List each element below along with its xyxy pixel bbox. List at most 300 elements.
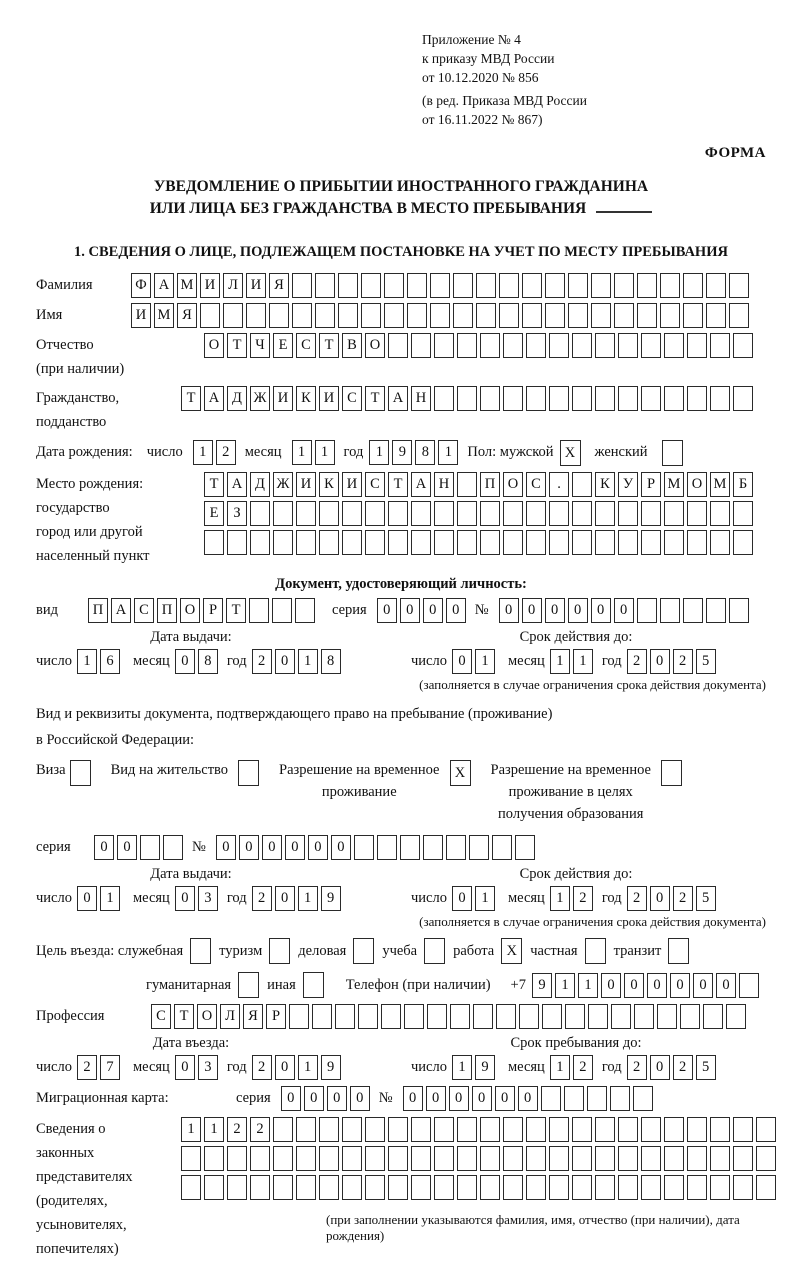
char-cell[interactable]: Ф <box>131 273 151 298</box>
char-cell[interactable]: П <box>480 472 500 497</box>
char-cell[interactable]: 9 <box>532 973 552 998</box>
char-cell[interactable]: 0 <box>239 835 259 860</box>
char-cell[interactable] <box>541 1086 561 1111</box>
char-cell[interactable] <box>542 1004 562 1029</box>
char-cell[interactable]: Т <box>181 386 201 411</box>
char-cell[interactable]: 1 <box>438 440 458 465</box>
char-cell[interactable]: 8 <box>415 440 435 465</box>
char-cell[interactable]: И <box>131 303 151 328</box>
char-cell[interactable]: 1 <box>193 440 213 465</box>
char-cell[interactable] <box>549 1146 569 1171</box>
char-cell[interactable]: Б <box>733 472 753 497</box>
char-cell[interactable] <box>315 273 335 298</box>
purpose-humanitarian-checkbox[interactable] <box>238 972 259 998</box>
purpose-study-checkbox[interactable] <box>424 938 445 964</box>
char-cell[interactable] <box>726 1004 746 1029</box>
char-cell[interactable] <box>223 303 243 328</box>
char-cell[interactable] <box>641 333 661 358</box>
char-cell[interactable] <box>434 501 454 526</box>
char-cell[interactable] <box>664 501 684 526</box>
char-cell[interactable] <box>342 501 362 526</box>
char-cell[interactable] <box>637 303 657 328</box>
char-cell[interactable] <box>200 303 220 328</box>
char-cell[interactable]: 0 <box>403 1086 423 1111</box>
sex-female-checkbox[interactable] <box>662 440 683 466</box>
char-cell[interactable] <box>250 530 270 555</box>
char-cell[interactable] <box>250 1146 270 1171</box>
char-cell[interactable] <box>595 530 615 555</box>
char-cell[interactable]: Т <box>174 1004 194 1029</box>
char-cell[interactable]: И <box>296 472 316 497</box>
char-cell[interactable]: 0 <box>499 598 519 623</box>
char-cell[interactable] <box>140 835 160 860</box>
char-cell[interactable] <box>522 303 542 328</box>
char-cell[interactable] <box>296 1175 316 1200</box>
char-cell[interactable] <box>618 1146 638 1171</box>
char-cell[interactable] <box>273 501 293 526</box>
char-cell[interactable] <box>312 1004 332 1029</box>
char-cell[interactable] <box>633 1086 653 1111</box>
char-cell[interactable]: 1 <box>298 1055 318 1080</box>
char-cell[interactable] <box>430 273 450 298</box>
char-cell[interactable] <box>457 1175 477 1200</box>
char-cell[interactable]: 0 <box>518 1086 538 1111</box>
char-cell[interactable] <box>710 501 730 526</box>
char-cell[interactable] <box>572 530 592 555</box>
char-cell[interactable] <box>664 333 684 358</box>
char-cell[interactable] <box>272 598 292 623</box>
char-cell[interactable] <box>388 501 408 526</box>
char-cell[interactable] <box>434 333 454 358</box>
char-cell[interactable]: 0 <box>650 1055 670 1080</box>
char-cell[interactable] <box>388 1117 408 1142</box>
char-cell[interactable] <box>457 472 477 497</box>
char-cell[interactable]: 0 <box>350 1086 370 1111</box>
char-cell[interactable] <box>319 1146 339 1171</box>
char-cell[interactable] <box>204 530 224 555</box>
char-cell[interactable]: 0 <box>693 973 713 998</box>
char-cell[interactable] <box>342 1175 362 1200</box>
char-cell[interactable]: 0 <box>327 1086 347 1111</box>
char-cell[interactable] <box>388 1146 408 1171</box>
char-cell[interactable] <box>729 303 749 328</box>
char-cell[interactable]: 2 <box>77 1055 97 1080</box>
char-cell[interactable] <box>641 501 661 526</box>
char-cell[interactable] <box>572 472 592 497</box>
char-cell[interactable] <box>480 501 500 526</box>
char-cell[interactable] <box>703 1004 723 1029</box>
char-cell[interactable]: 1 <box>550 1055 570 1080</box>
char-cell[interactable]: А <box>204 386 224 411</box>
char-cell[interactable] <box>181 1146 201 1171</box>
char-cell[interactable] <box>637 273 657 298</box>
char-cell[interactable] <box>496 1004 516 1029</box>
char-cell[interactable]: 2 <box>252 886 272 911</box>
char-cell[interactable] <box>687 501 707 526</box>
char-cell[interactable]: 0 <box>175 886 195 911</box>
char-cell[interactable] <box>706 303 726 328</box>
char-cell[interactable] <box>687 530 707 555</box>
char-cell[interactable]: 1 <box>573 649 593 674</box>
residence-permit-checkbox[interactable] <box>238 760 259 786</box>
char-cell[interactable] <box>411 530 431 555</box>
char-cell[interactable] <box>457 530 477 555</box>
char-cell[interactable]: 0 <box>614 598 634 623</box>
char-cell[interactable] <box>526 386 546 411</box>
char-cell[interactable] <box>377 835 397 860</box>
char-cell[interactable]: С <box>151 1004 171 1029</box>
char-cell[interactable]: Т <box>365 386 385 411</box>
char-cell[interactable] <box>595 1146 615 1171</box>
char-cell[interactable] <box>756 1175 776 1200</box>
char-cell[interactable] <box>664 530 684 555</box>
char-cell[interactable] <box>614 303 634 328</box>
char-cell[interactable] <box>588 1004 608 1029</box>
char-cell[interactable] <box>457 386 477 411</box>
char-cell[interactable] <box>634 1004 654 1029</box>
char-cell[interactable] <box>457 1117 477 1142</box>
char-cell[interactable] <box>549 530 569 555</box>
char-cell[interactable]: Ч <box>250 333 270 358</box>
char-cell[interactable] <box>687 1117 707 1142</box>
char-cell[interactable]: 0 <box>304 1086 324 1111</box>
char-cell[interactable] <box>407 273 427 298</box>
char-cell[interactable]: И <box>246 273 266 298</box>
char-cell[interactable]: 3 <box>198 1055 218 1080</box>
char-cell[interactable]: Е <box>273 333 293 358</box>
char-cell[interactable]: 2 <box>573 886 593 911</box>
char-cell[interactable] <box>618 333 638 358</box>
char-cell[interactable] <box>549 501 569 526</box>
char-cell[interactable] <box>476 273 496 298</box>
char-cell[interactable]: О <box>204 333 224 358</box>
char-cell[interactable] <box>618 530 638 555</box>
char-cell[interactable]: 0 <box>452 649 472 674</box>
char-cell[interactable] <box>273 1117 293 1142</box>
char-cell[interactable] <box>181 1175 201 1200</box>
char-cell[interactable] <box>319 1175 339 1200</box>
char-cell[interactable] <box>733 333 753 358</box>
char-cell[interactable]: 2 <box>673 1055 693 1080</box>
char-cell[interactable] <box>664 1146 684 1171</box>
char-cell[interactable] <box>250 501 270 526</box>
char-cell[interactable]: 0 <box>117 835 137 860</box>
char-cell[interactable]: 1 <box>550 886 570 911</box>
char-cell[interactable] <box>568 273 588 298</box>
char-cell[interactable]: О <box>180 598 200 623</box>
char-cell[interactable] <box>411 333 431 358</box>
char-cell[interactable] <box>434 1146 454 1171</box>
char-cell[interactable] <box>733 1146 753 1171</box>
char-cell[interactable] <box>572 1117 592 1142</box>
char-cell[interactable] <box>381 1004 401 1029</box>
char-cell[interactable]: Л <box>220 1004 240 1029</box>
char-cell[interactable] <box>457 501 477 526</box>
char-cell[interactable] <box>710 386 730 411</box>
char-cell[interactable]: 8 <box>321 649 341 674</box>
char-cell[interactable]: 0 <box>285 835 305 860</box>
char-cell[interactable] <box>733 530 753 555</box>
char-cell[interactable] <box>545 273 565 298</box>
char-cell[interactable]: 3 <box>198 886 218 911</box>
char-cell[interactable]: 0 <box>568 598 588 623</box>
char-cell[interactable]: 2 <box>252 1055 272 1080</box>
char-cell[interactable] <box>342 530 362 555</box>
char-cell[interactable] <box>664 386 684 411</box>
char-cell[interactable] <box>453 273 473 298</box>
char-cell[interactable]: Я <box>269 273 289 298</box>
char-cell[interactable] <box>660 598 680 623</box>
char-cell[interactable] <box>503 1175 523 1200</box>
char-cell[interactable] <box>618 1175 638 1200</box>
char-cell[interactable]: 9 <box>321 886 341 911</box>
char-cell[interactable] <box>319 530 339 555</box>
char-cell[interactable] <box>365 1146 385 1171</box>
char-cell[interactable] <box>503 1117 523 1142</box>
char-cell[interactable] <box>358 1004 378 1029</box>
char-cell[interactable] <box>568 303 588 328</box>
char-cell[interactable]: 0 <box>670 973 690 998</box>
char-cell[interactable] <box>296 1146 316 1171</box>
char-cell[interactable] <box>273 1146 293 1171</box>
char-cell[interactable] <box>388 1175 408 1200</box>
char-cell[interactable] <box>526 333 546 358</box>
char-cell[interactable]: 0 <box>175 1055 195 1080</box>
char-cell[interactable]: М <box>154 303 174 328</box>
char-cell[interactable]: 0 <box>545 598 565 623</box>
char-cell[interactable] <box>407 303 427 328</box>
char-cell[interactable]: 1 <box>550 649 570 674</box>
char-cell[interactable] <box>733 1175 753 1200</box>
char-cell[interactable] <box>756 1117 776 1142</box>
visa-checkbox[interactable] <box>70 760 91 786</box>
char-cell[interactable] <box>637 598 657 623</box>
char-cell[interactable] <box>473 1004 493 1029</box>
char-cell[interactable]: 0 <box>449 1086 469 1111</box>
char-cell[interactable]: 1 <box>292 440 312 465</box>
char-cell[interactable] <box>296 501 316 526</box>
char-cell[interactable]: П <box>157 598 177 623</box>
char-cell[interactable] <box>565 1004 585 1029</box>
char-cell[interactable] <box>338 303 358 328</box>
char-cell[interactable]: 0 <box>495 1086 515 1111</box>
char-cell[interactable] <box>384 303 404 328</box>
char-cell[interactable] <box>273 1175 293 1200</box>
char-cell[interactable]: З <box>227 501 247 526</box>
char-cell[interactable] <box>595 501 615 526</box>
char-cell[interactable] <box>296 530 316 555</box>
char-cell[interactable] <box>549 386 569 411</box>
purpose-private-checkbox[interactable] <box>585 938 606 964</box>
char-cell[interactable]: 2 <box>573 1055 593 1080</box>
char-cell[interactable]: А <box>111 598 131 623</box>
char-cell[interactable]: М <box>710 472 730 497</box>
char-cell[interactable] <box>411 1175 431 1200</box>
char-cell[interactable] <box>519 1004 539 1029</box>
char-cell[interactable] <box>572 1146 592 1171</box>
char-cell[interactable]: С <box>526 472 546 497</box>
char-cell[interactable] <box>480 333 500 358</box>
char-cell[interactable] <box>618 386 638 411</box>
char-cell[interactable] <box>683 303 703 328</box>
char-cell[interactable]: 1 <box>298 649 318 674</box>
char-cell[interactable]: 0 <box>446 598 466 623</box>
char-cell[interactable]: Е <box>204 501 224 526</box>
char-cell[interactable] <box>411 501 431 526</box>
char-cell[interactable] <box>292 303 312 328</box>
char-cell[interactable]: 0 <box>377 598 397 623</box>
char-cell[interactable] <box>365 501 385 526</box>
char-cell[interactable] <box>404 1004 424 1029</box>
char-cell[interactable] <box>729 273 749 298</box>
char-cell[interactable] <box>338 273 358 298</box>
char-cell[interactable] <box>664 1175 684 1200</box>
char-cell[interactable] <box>503 386 523 411</box>
char-cell[interactable] <box>641 1175 661 1200</box>
char-cell[interactable] <box>480 386 500 411</box>
char-cell[interactable] <box>641 386 661 411</box>
char-cell[interactable] <box>204 1146 224 1171</box>
char-cell[interactable] <box>733 501 753 526</box>
char-cell[interactable]: 0 <box>591 598 611 623</box>
char-cell[interactable] <box>683 273 703 298</box>
char-cell[interactable]: У <box>618 472 638 497</box>
char-cell[interactable]: И <box>273 386 293 411</box>
char-cell[interactable] <box>384 273 404 298</box>
char-cell[interactable] <box>354 835 374 860</box>
char-cell[interactable] <box>365 1117 385 1142</box>
char-cell[interactable] <box>710 1146 730 1171</box>
char-cell[interactable] <box>564 1086 584 1111</box>
char-cell[interactable] <box>450 1004 470 1029</box>
char-cell[interactable]: 2 <box>627 649 647 674</box>
char-cell[interactable] <box>434 386 454 411</box>
char-cell[interactable]: Ж <box>250 386 270 411</box>
char-cell[interactable]: 1 <box>100 886 120 911</box>
char-cell[interactable]: В <box>342 333 362 358</box>
char-cell[interactable] <box>572 333 592 358</box>
char-cell[interactable] <box>365 1175 385 1200</box>
char-cell[interactable]: 1 <box>555 973 575 998</box>
char-cell[interactable]: А <box>227 472 247 497</box>
char-cell[interactable]: 2 <box>227 1117 247 1142</box>
char-cell[interactable] <box>411 1146 431 1171</box>
char-cell[interactable] <box>687 386 707 411</box>
char-cell[interactable]: 0 <box>275 886 295 911</box>
purpose-business-checkbox[interactable] <box>353 938 374 964</box>
char-cell[interactable]: 0 <box>423 598 443 623</box>
char-cell[interactable]: Д <box>250 472 270 497</box>
char-cell[interactable] <box>641 1146 661 1171</box>
char-cell[interactable]: С <box>296 333 316 358</box>
char-cell[interactable] <box>365 530 385 555</box>
char-cell[interactable] <box>227 1175 247 1200</box>
char-cell[interactable] <box>660 303 680 328</box>
char-cell[interactable]: Т <box>227 333 247 358</box>
char-cell[interactable]: 2 <box>627 1055 647 1080</box>
char-cell[interactable] <box>315 303 335 328</box>
char-cell[interactable] <box>572 1175 592 1200</box>
char-cell[interactable]: 2 <box>250 1117 270 1142</box>
char-cell[interactable] <box>526 501 546 526</box>
char-cell[interactable]: 1 <box>315 440 335 465</box>
purpose-business-official-checkbox[interactable] <box>190 938 211 964</box>
char-cell[interactable]: 1 <box>298 886 318 911</box>
char-cell[interactable]: Я <box>243 1004 263 1029</box>
char-cell[interactable]: 0 <box>216 835 236 860</box>
char-cell[interactable] <box>706 598 726 623</box>
char-cell[interactable]: Ж <box>273 472 293 497</box>
char-cell[interactable] <box>342 1146 362 1171</box>
char-cell[interactable] <box>476 303 496 328</box>
char-cell[interactable] <box>549 333 569 358</box>
char-cell[interactable] <box>319 501 339 526</box>
char-cell[interactable] <box>204 1175 224 1200</box>
char-cell[interactable]: 2 <box>673 649 693 674</box>
char-cell[interactable]: 0 <box>650 649 670 674</box>
char-cell[interactable] <box>706 273 726 298</box>
char-cell[interactable] <box>342 1117 362 1142</box>
char-cell[interactable] <box>480 530 500 555</box>
char-cell[interactable]: 2 <box>216 440 236 465</box>
char-cell[interactable]: Н <box>434 472 454 497</box>
char-cell[interactable] <box>572 501 592 526</box>
char-cell[interactable]: 0 <box>522 598 542 623</box>
char-cell[interactable]: О <box>197 1004 217 1029</box>
char-cell[interactable]: 2 <box>627 886 647 911</box>
char-cell[interactable] <box>292 273 312 298</box>
char-cell[interactable] <box>430 303 450 328</box>
char-cell[interactable]: 0 <box>601 973 621 998</box>
char-cell[interactable]: М <box>177 273 197 298</box>
char-cell[interactable] <box>591 303 611 328</box>
purpose-tourism-checkbox[interactable] <box>269 938 290 964</box>
char-cell[interactable] <box>733 1117 753 1142</box>
char-cell[interactable] <box>756 1146 776 1171</box>
char-cell[interactable]: 5 <box>696 649 716 674</box>
char-cell[interactable]: Я <box>177 303 197 328</box>
char-cell[interactable] <box>549 1117 569 1142</box>
char-cell[interactable] <box>480 1117 500 1142</box>
char-cell[interactable] <box>680 1004 700 1029</box>
char-cell[interactable] <box>526 1146 546 1171</box>
char-cell[interactable] <box>503 501 523 526</box>
char-cell[interactable] <box>434 530 454 555</box>
char-cell[interactable]: . <box>549 472 569 497</box>
char-cell[interactable] <box>739 973 759 998</box>
char-cell[interactable]: 7 <box>100 1055 120 1080</box>
char-cell[interactable]: 9 <box>475 1055 495 1080</box>
char-cell[interactable]: 1 <box>452 1055 472 1080</box>
char-cell[interactable] <box>733 386 753 411</box>
char-cell[interactable]: Т <box>204 472 224 497</box>
char-cell[interactable]: П <box>88 598 108 623</box>
char-cell[interactable]: А <box>411 472 431 497</box>
char-cell[interactable]: 1 <box>475 649 495 674</box>
char-cell[interactable] <box>227 1146 247 1171</box>
char-cell[interactable] <box>249 598 269 623</box>
char-cell[interactable] <box>296 1117 316 1142</box>
char-cell[interactable]: 9 <box>392 440 412 465</box>
char-cell[interactable]: 2 <box>252 649 272 674</box>
char-cell[interactable] <box>618 1117 638 1142</box>
char-cell[interactable] <box>545 303 565 328</box>
char-cell[interactable] <box>361 273 381 298</box>
char-cell[interactable]: А <box>154 273 174 298</box>
char-cell[interactable] <box>710 530 730 555</box>
char-cell[interactable] <box>434 1175 454 1200</box>
char-cell[interactable] <box>526 1117 546 1142</box>
